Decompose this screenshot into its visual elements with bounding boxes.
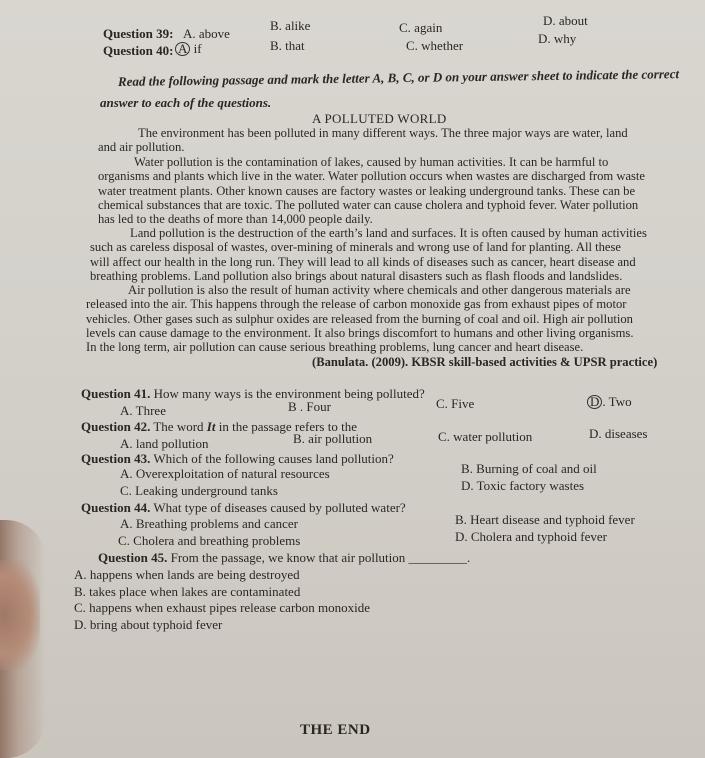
q45-option-a[interactable]: A. happens when lands are being destroyed [74,567,300,582]
q41-option-c[interactable]: C. Five [436,396,475,411]
passage-source: (Banulata. (2009). KBSR skill-based activities & UPSR practice) [312,355,658,369]
q41-option-b[interactable]: B . Four [288,399,331,414]
q42-label: Question 42. [81,419,151,434]
q40-option-a-text: if [193,41,202,56]
q42-text-post: in the passage refers to the [218,419,357,434]
passage-paragraph-1 [98,126,628,155]
q44-option-b[interactable]: B. Heart disease and typhoid fever [455,512,635,527]
q39-option-d[interactable]: D. about [543,13,588,28]
q40-label: Question 40: [103,43,174,58]
q41-option-d[interactable] [587,394,632,410]
q43-option-a[interactable]: A. Overexploitation of natural resources [120,466,330,481]
q45-text: From the passage, we know that air pollution _________. [170,550,471,565]
p3-line: breathing problems. Land pollution also brings about natural disasters such as flash floods and landslides. [90,268,623,283]
passage-paragraph-4 [86,283,633,354]
p4-line: In the long term, air pollution can cause serious breathing problems, lung cancer and heart disease. [86,340,584,355]
q44-text: What type of diseases caused by polluted water? [153,500,406,515]
q39-option-b[interactable]: B. alike [270,18,311,33]
q42-option-c[interactable]: C. water pollution [438,429,533,444]
q40-option-d[interactable]: D. why [538,31,577,46]
q39-option-c[interactable]: C. again [399,20,443,35]
q43-option-c[interactable]: C. Leaking underground tanks [120,483,278,498]
thumb-image [0,560,40,670]
passage-paragraph-3 [90,226,647,283]
q41-option-d-letter: D [587,395,602,409]
p4-line: levels can cause damage to the environment. It also brings discomfort to humans and other living organisms. [86,325,634,340]
q45-option-b[interactable]: B. takes place when lakes are contaminated [74,584,301,599]
p4-line: vehicles. Other gases such as sulphur oxides are released from the burning of coal and oil. High air pollution [86,311,633,326]
q40-option-b[interactable]: B. that [270,38,305,53]
q42-text-word: It [206,419,216,434]
q44-label: Question 44. [81,500,151,515]
q42-option-a[interactable]: A. land pollution [120,436,209,451]
p2-line: chemical substances that are toxic. The polluted water can cause cholera and typhoid fever. Water pollution [98,197,639,212]
p2-line: has led to the deaths of more than 14,000 people daily. [98,212,373,227]
q42-option-b[interactable]: B. air pollution [293,431,373,446]
q40-option-c[interactable]: C. whether [406,38,464,53]
q41-option-a[interactable]: A. Three [120,403,166,418]
p3-line: Land pollution is the destruction of the earth’s land and surfaces. It is often caused by human activities [130,226,647,240]
p2-line: organisms and plants which live in the water. Water pollution occurs when wastes are discharged from waste [98,169,646,184]
q40-option-a-letter: A [175,42,190,56]
q44-option-a[interactable]: A. Breathing problems and cancer [120,516,298,531]
q41-option-d-text: . Two [602,394,632,409]
q45-stem [98,550,470,566]
q45-option-c[interactable]: C. happens when exhaust pipes release carbon monoxide [74,600,371,615]
p3-line: will affect our health in the long run. They will lead to all kinds of diseases such as cancer, heart disease and [90,254,636,269]
p4-line: released into the air. This happens through the release of carbon monoxide gas from exhaust pipes of motor [86,297,627,312]
instructions-line-2: answer to each of the questions. [100,95,272,110]
q43-option-b[interactable]: B. Burning of coal and oil [461,461,597,476]
p3-line: such as careless disposal of wastes, over-mining of minerals and wrong use of land for planting. All these [90,240,622,255]
instructions-line-1: Read the following passage and mark the letter A, B, C, or D on your answer sheet to indicate the correct [117,66,680,89]
the-end: THE END [300,722,371,738]
p1-line: The environment has been polluted in many different ways. The three major ways are water, land [138,126,628,140]
q42-text-pre: The word [153,419,204,434]
p2-line: water treatment plants. Other known causes are factory wastes or leaking underground tanks. These can be [98,183,636,198]
q39-label: Question 39: [103,26,174,41]
q45-label: Question 45. [98,550,168,565]
q40-option-a[interactable] [175,41,202,57]
q45-option-d[interactable]: D. bring about typhoid fever [74,617,223,632]
q43-label: Question 43. [81,451,151,466]
passage-title: A POLLUTED WORLD [312,111,447,126]
q41-stem [81,386,425,402]
q41-text: How many ways is the environment being polluted? [153,386,425,401]
q44-option-c[interactable]: C. Cholera and breathing problems [118,533,301,548]
p4-line: Air pollution is also the result of human activity where chemicals and other dangerous materials are [128,283,631,297]
q43-option-d[interactable]: D. Toxic factory wastes [461,478,585,493]
p1-line: and air pollution. [98,140,185,155]
q42-option-d[interactable]: D. diseases [589,426,648,441]
q44-stem [81,500,406,516]
q43-text: Which of the following causes land pollution? [153,451,394,466]
q39-option-a[interactable]: A. above [183,26,230,41]
q43-stem [81,451,394,467]
q44-option-d[interactable]: D. Cholera and typhoid fever [455,529,607,544]
passage-paragraph-2 [98,155,645,226]
q41-label: Question 41. [81,386,151,401]
p2-line: Water pollution is the contamination of lakes, caused by human activities. It can be harmful to [134,155,609,169]
